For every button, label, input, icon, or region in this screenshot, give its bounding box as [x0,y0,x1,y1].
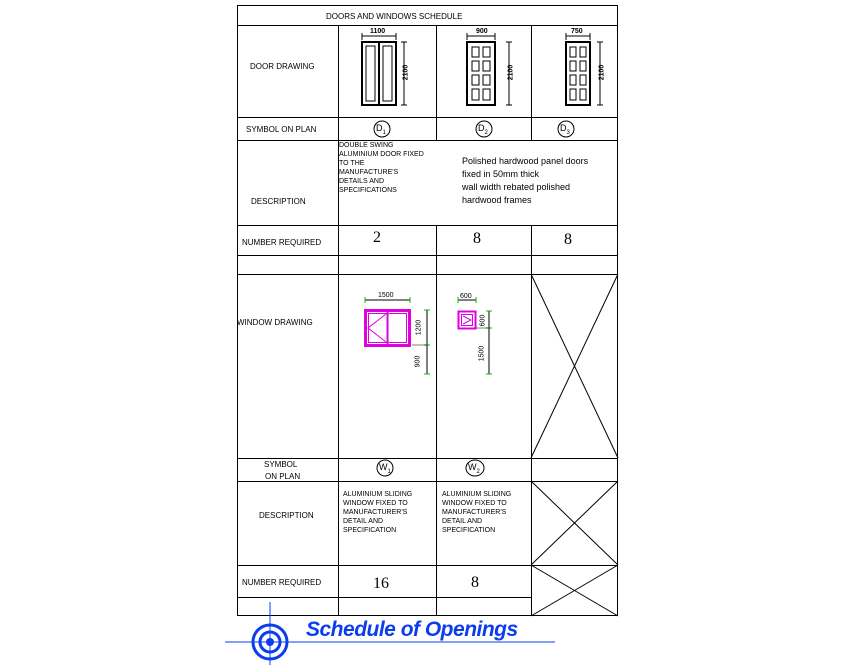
door-2-drawing [467,33,512,105]
door-1-height: 2100 [402,64,410,81]
door-2-symbol: $D_2$ [478,123,488,136]
window-1-description: ALUMINIUM SLIDING WINDOW FIXED TO MANUFACTURER'S DETAIL AND SPECIFICATION [343,491,413,534]
window-1-symbol: $W_1$ [379,462,391,475]
row-label-door-symbol: SYMBOL ON PLAN [246,125,317,134]
door-3-symbol: $D_3$ [560,123,570,136]
window-2-drawing [458,297,492,374]
row-label-window-symbol-1: SYMBOL [264,460,298,469]
row-label-window-symbol-2: ON PLAN [265,472,301,481]
door-1-description: DOUBLE SWING ALUMINIUM DOOR FIXED TO THE MANUFACTURE'S DETAILS AND SPECIFICATIONS [339,142,424,194]
window-1-sill: 900 [414,355,422,368]
window-2-symbol: $W_2$ [468,462,480,475]
door-3-width: 750 [571,28,583,35]
row-label-door-number: NUMBER REQUIRED [242,238,322,247]
door-3-height: 2100 [598,64,606,81]
door-3-count: 8 [564,231,572,248]
schedule-title: DOORS AND WINDOWS SCHEDULE [326,12,463,21]
row-label-window-number: NUMBER REQUIRED [242,578,322,587]
window-1-height: 1200 [415,319,423,336]
door-2-width: 900 [476,28,488,35]
window-2-count: 8 [471,574,479,591]
door-1-symbol: $D_1$ [376,123,386,136]
row-label-door-drawing: DOOR DRAWING [250,62,315,71]
footer-title: Schedule of Openings [306,618,518,641]
window-2-description: ALUMINIUM SLIDING WINDOW FIXED TO MANUFACTURER'S DETAIL AND SPECIFICATION [442,491,512,534]
window-2-sill: 1500 [478,345,486,362]
door-1-width: 1100 [370,28,386,35]
row-label-window-description: DESCRIPTION [259,511,314,520]
window-1-count: 16 [373,575,389,592]
window-2-height: 600 [479,314,487,327]
window-1-width: 1500 [378,292,394,299]
row-label-window-drawing: WINDOW DRAWING [237,318,313,327]
door-symbol-circles [374,121,574,137]
door-1-count: 2 [373,229,381,246]
row-label-door-description: DESCRIPTION [251,197,306,206]
window-2-width: 600 [460,293,472,300]
door-2-height: 2100 [507,64,515,81]
door-1-drawing [362,33,407,105]
door-2-3-description: Polished hardwood panel doors fixed in 50mm thick wall width rebated polished hardwood frames [462,156,589,205]
door-2-count: 8 [473,230,481,247]
